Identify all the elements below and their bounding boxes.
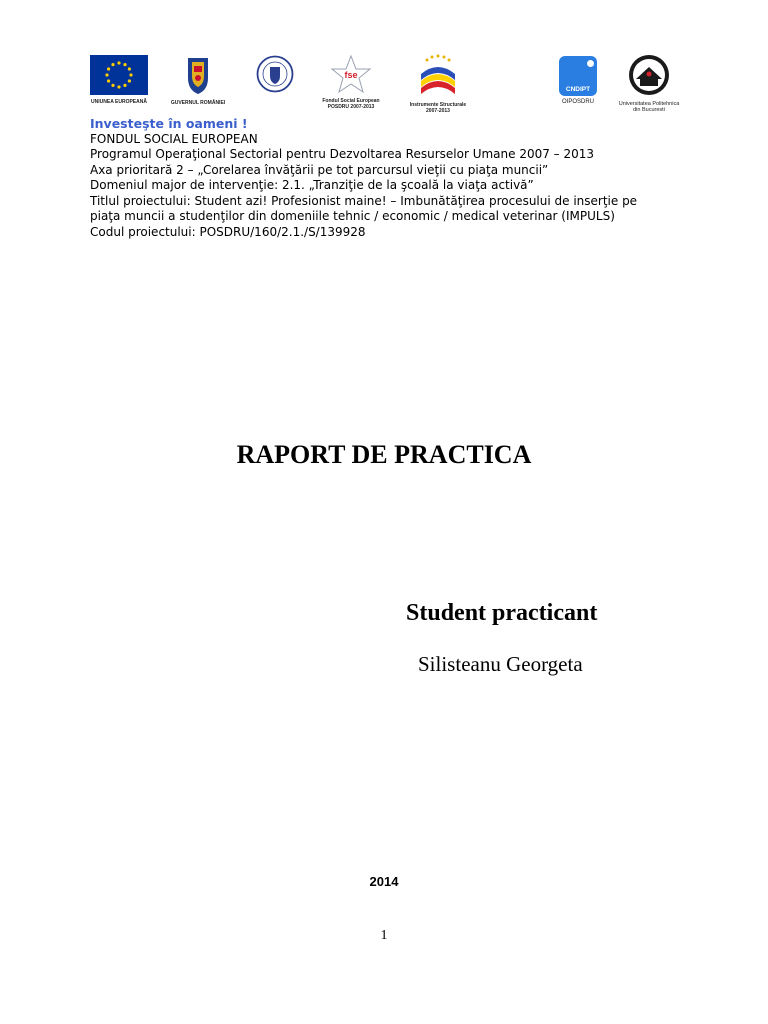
structural-instruments-logo: [408, 52, 468, 114]
fse-star-icon: [329, 54, 373, 94]
ministry-seal-logo: [256, 55, 294, 97]
header-line-program: Programul Operaţional Sectorial pentru Dezvoltarea Resurselor Umane 2007 – 2013: [90, 147, 595, 161]
government-label: GUVERNUL ROMÂNIEI: [170, 100, 226, 106]
svg-text:fse: fse: [344, 70, 358, 80]
document-title: RAPORT DE PRACTICA: [236, 440, 532, 469]
government-logo: [168, 54, 228, 106]
student-heading: Student practicant: [406, 600, 598, 626]
eu-logo: [90, 55, 148, 105]
structural-instruments-icon: [413, 52, 463, 98]
fse-logo: [316, 54, 386, 110]
header-line-domain: Domeniul major de intervenţie: 2.1. „Tranziţie de la şcoală la viaţa activă”: [90, 178, 534, 192]
project-header: [90, 116, 690, 240]
cndipt-badge: [559, 56, 597, 96]
fse-label-2: POSDRU 2007-2013: [327, 104, 375, 110]
ministry-seal-icon: [256, 55, 294, 93]
cndipt-text: CNDIPT: [565, 86, 591, 93]
slogan: Investeşte în oameni !: [90, 116, 248, 131]
header-line-fund: FONDUL SOCIAL EUROPEAN: [90, 131, 258, 146]
fse-label-1: Fondul Social European: [322, 98, 380, 104]
upb-label-1: Universitatea Politehnica: [618, 101, 680, 107]
oiposdru-logo: [556, 56, 600, 105]
header-line-title-2: piaţa muncii a studenţilor din domeniile tehnic / economic / medical veterinar (IMPULS): [90, 209, 615, 223]
romania-coat-of-arms-icon: [183, 54, 213, 96]
page-number: 1: [380, 928, 388, 943]
eu-label: UNIUNEA EUROPEANĂ: [91, 99, 147, 105]
upb-logo: [617, 53, 681, 113]
structural-instruments-label-2: 2007-2013: [426, 108, 450, 114]
cndipt-dot-icon: [587, 60, 594, 67]
header-line-code: Codul proiectului: POSDRU/160/2.1./S/139928: [90, 224, 366, 239]
eu-flag-icon: [90, 55, 148, 95]
header-line-title-1: Titlul proiectului: Student azi! Profesionist maine! – Imbunătăţirea procesului de inserţie pe: [90, 193, 638, 208]
student-name: Silisteanu Georgeta: [418, 652, 583, 676]
upb-emblem-icon: [627, 53, 671, 97]
structural-instruments-label-1: Instrumente Structurale: [409, 102, 467, 108]
header-line-axis: Axa prioritară 2 – „Corelarea învăţării pe tot parcursul vieţii cu piaţa muncii”: [90, 162, 549, 177]
oiposdru-label: OIPOSDRU: [561, 99, 594, 105]
upb-label-2: din Bucuresti: [633, 107, 665, 113]
document-year: 2014: [369, 874, 399, 889]
